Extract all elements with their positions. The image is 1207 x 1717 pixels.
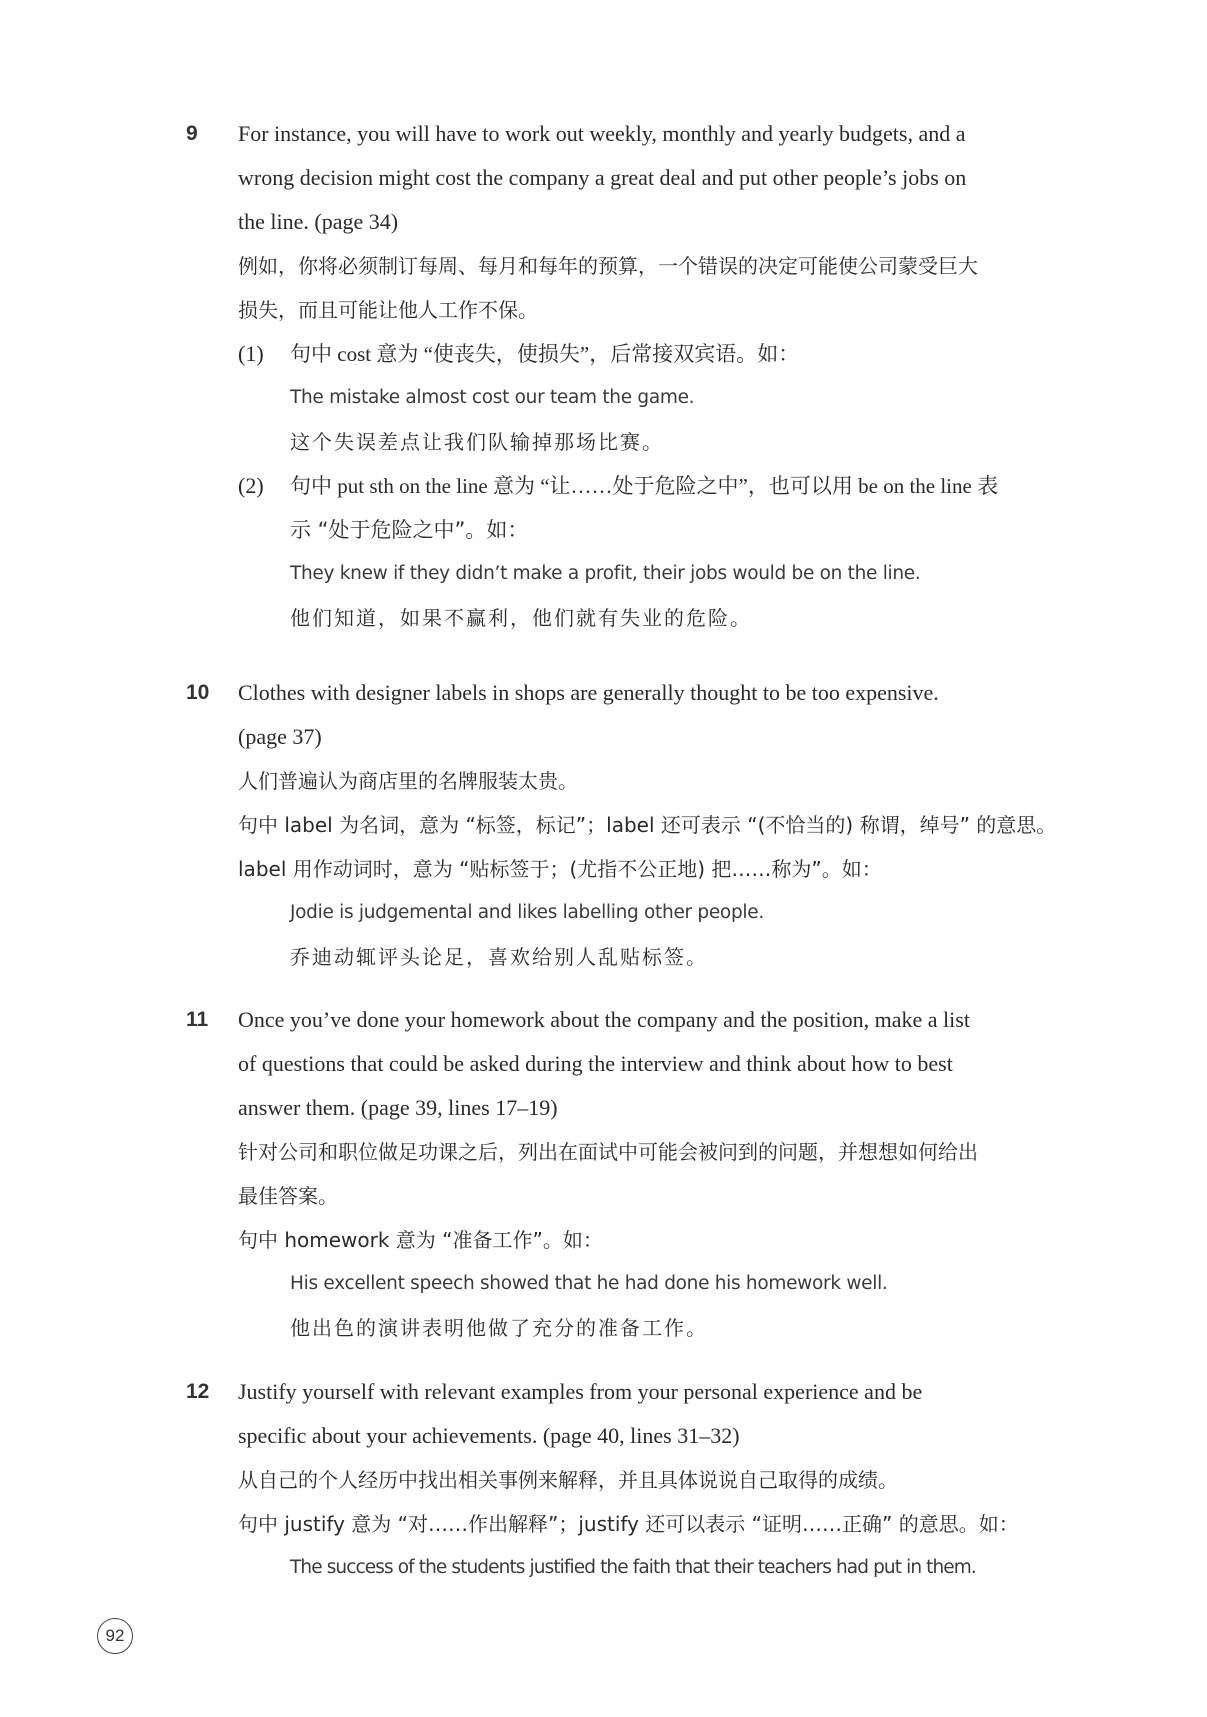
english-sentence-line: Clothes with designer labels in shops are generally thought to be too expensive. (238, 680, 939, 705)
example-block (238, 1262, 1038, 1350)
item-number: 10 (186, 681, 210, 704)
item-body (238, 671, 1057, 979)
item-body (238, 112, 1038, 640)
example-english: The mistake almost cost our team the game. (290, 387, 695, 408)
item-body (238, 998, 1038, 1350)
example-english: Jodie is judgemental and likes labelling other people. (290, 902, 764, 923)
english-sentence-line: wrong decision might cost the company a great deal and put other people’s jobs on (238, 165, 967, 190)
chinese-translation-line: 从自己的个人经历中找出相关事例来解释，并且具体说说自己取得的成绩。 (238, 1468, 898, 1492)
chinese-translation-line: 最佳答案。 (238, 1184, 338, 1208)
sub-note-text: 句中 put sth on the line 意为 “让……处于危险之中”，也可以用 be on the line 表 (290, 474, 999, 498)
explanation-line: 句中 justify 意为 “对……作出解释”；justify 还可以表示 “证明……正确” 的意思。如： (238, 1512, 1019, 1536)
example-chinese: 乔迪动辄评头论足，喜欢给别人乱贴标签。 (290, 945, 708, 969)
item-number: 9 (186, 122, 198, 145)
example-english: The success of the students justified the faith that their teachers had put in them. (290, 1557, 976, 1578)
page-number-badge: 92 (97, 1618, 133, 1654)
sub-note-1 (238, 332, 1038, 376)
example-block (238, 376, 1038, 464)
sub-note-label: (1) (238, 341, 264, 366)
explanation-line: 句中 homework 意为 “准备工作”。如： (238, 1228, 603, 1252)
example-english: His excellent speech showed that he had done his homework well. (290, 1273, 888, 1294)
english-sentence-line: (page 37) (238, 724, 322, 749)
sub-note-label: (2) (238, 473, 264, 498)
example-english: They knew if they didn’t make a profit, their jobs would be on the line. (290, 563, 921, 584)
example-chinese: 这个失误差点让我们队输掉那场比赛。 (290, 430, 664, 454)
english-sentence-line: specific about your achievements. (page 40, lines 31–32) (238, 1423, 740, 1448)
item-body (238, 1370, 1038, 1590)
english-sentence-line: For instance, you will have to work out weekly, monthly and yearly budgets, and a (238, 121, 966, 146)
chinese-translation-line: 针对公司和职位做足功课之后，列出在面试中可能会被问到的问题，并想想如何给出 (238, 1140, 978, 1164)
sub-note-text: 句中 cost 意为 “使丧失，使损失”，后常接双宾语。如： (290, 342, 800, 366)
english-sentence-line: answer them. (page 39, lines 17–19) (238, 1095, 558, 1120)
item-number: 12 (186, 1380, 210, 1403)
chinese-translation-line: 损失，而且可能让他人工作不保。 (238, 298, 538, 322)
example-chinese: 他出色的演讲表明他做了充分的准备工作。 (290, 1316, 708, 1340)
example-block (238, 508, 1038, 640)
chinese-translation-line: 人们普遍认为商店里的名牌服装太贵。 (238, 769, 578, 793)
english-sentence-line: Justify yourself with relevant examples from your personal experience and be (238, 1379, 923, 1404)
english-sentence-line: Once you’ve done your homework about the company and the position, make a list (238, 1007, 970, 1032)
example-block (238, 891, 1038, 979)
item-number: 11 (186, 1008, 209, 1031)
english-sentence-line: the line. (page 34) (238, 209, 399, 234)
explanation-line: 句中 label 为名词，意为 “标签，标记”；label 还可表示 “(不恰当的) 称谓，绰号” 的意思。 (238, 813, 1057, 837)
explanation-line: label 用作动词时，意为 “贴标签于；(尤指不公正地) 把……称为”。如： (238, 857, 882, 881)
example-chinese: 他们知道，如果不赢利，他们就有失业的危险。 (290, 606, 752, 630)
chinese-translation-line: 例如，你将必须制订每周、每月和每年的预算，一个错误的决定可能使公司蒙受巨大 (238, 254, 978, 278)
english-sentence-line: of questions that could be asked during the interview and think about how to best (238, 1051, 953, 1076)
example-block (238, 1546, 1038, 1590)
sub-note-text-continued: 示 “处于危险之中”。如： (290, 518, 529, 542)
sub-note-2 (238, 464, 1038, 508)
